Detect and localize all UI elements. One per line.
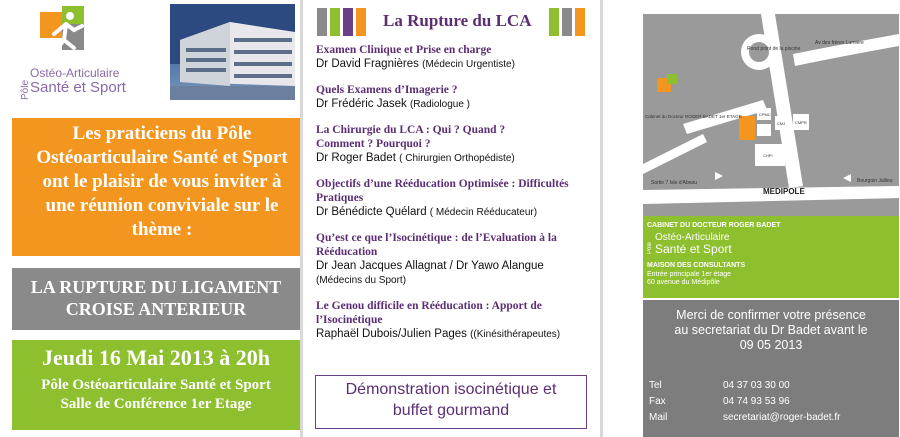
map-bourgoin-label: Bourgoin Jallieu xyxy=(857,178,893,184)
mail-value[interactable]: secretariat@roger-badet.fr xyxy=(723,412,841,423)
talk-speaker: Dr Jean Jacques Allagnat / Dr Yawo Alangue xyxy=(316,260,544,272)
program-title-bar xyxy=(317,6,587,36)
cabinet-line2: Santé et Sport xyxy=(655,242,732,256)
access-map xyxy=(643,14,899,216)
stripe-orange-right xyxy=(575,8,585,36)
tel-value: 04 37 03 30 00 xyxy=(723,380,790,391)
talk-speaker: Dr David Fragnières xyxy=(316,58,419,70)
talk-role-line xyxy=(316,273,600,288)
talk-role: (Radiologue ) xyxy=(409,99,470,110)
confirm-line3: 09 05 2013 xyxy=(739,338,803,352)
talk-title: Quels Examens d’Imagerie ? xyxy=(316,84,458,96)
logo-line2: Santé et Sport xyxy=(30,79,126,96)
talk-item xyxy=(316,123,600,166)
cabinet-marker xyxy=(739,116,755,140)
cabinet-title: CABINET DU DOCTEUR ROGER BADET xyxy=(647,222,781,229)
cabinet-address1: Entrée principale 1er étage xyxy=(647,271,732,278)
cabinet-address2: 60 avenue du Médipôle xyxy=(647,279,720,286)
demo-box xyxy=(315,375,587,429)
map-cmj-label: CMJ xyxy=(777,121,786,126)
talk-speaker-line xyxy=(316,97,600,112)
program-title: La Rupture du LCA xyxy=(383,11,532,30)
invitation-box xyxy=(12,118,300,256)
stripe-grey-right xyxy=(562,8,572,36)
talk-item xyxy=(316,299,600,342)
stripe-green-right xyxy=(549,8,559,36)
pole-logo xyxy=(20,6,130,101)
left-panel xyxy=(0,0,300,437)
talk-role: ((Kinésithérapeutes) xyxy=(470,329,561,340)
talk-speaker-line xyxy=(316,151,600,166)
stripe-purple xyxy=(343,8,353,36)
event-box xyxy=(12,340,300,430)
map-drawing xyxy=(643,14,899,216)
talk-item xyxy=(316,231,600,288)
talk-speaker-line xyxy=(316,259,600,273)
talk-title: Le Genou difficile en Rééducation : Apport de l’Isocinétique xyxy=(316,300,542,326)
stripe-green xyxy=(330,8,340,36)
cabinet-pole: Pôle xyxy=(647,241,653,254)
confirm-line2: au secretariat du Dr Badet avant le xyxy=(674,323,868,337)
demo-line2: buffet gourmand xyxy=(392,402,510,419)
talk-speaker-line xyxy=(316,205,600,220)
invitation-text: Les praticiens du Pôle Ostéoarticulaire Santé et Sport ont le plaisir de vous inviter à une réunion conviviale sur le thème : xyxy=(36,123,288,240)
talk-title: Qu’est ce que l’Isocinétique : de l’Evaluation à la Rééducation xyxy=(316,232,557,258)
logo-pole: Pôle xyxy=(20,79,31,100)
talk-speaker-line xyxy=(316,57,600,72)
event-date: Jeudi 16 Mai 2013 à 20h xyxy=(42,345,270,370)
topic-box xyxy=(12,268,300,330)
talk-role: ( Médecin Rééducateur) xyxy=(429,207,538,218)
talk-speaker: Dr Bénédicte Quélard xyxy=(316,206,427,218)
building-photo xyxy=(170,4,295,100)
fax-label: Fax xyxy=(649,396,666,407)
map-cmpr-label: CMPR xyxy=(795,120,807,125)
event-location-line1: Pôle Ostéoarticulaire Santé et Sport xyxy=(41,377,271,393)
event-location-line2: Salle de Conférence 1er Etage xyxy=(60,396,252,412)
map-cabinet-label: Cabinet du Docteur ROGER BADET 1er ETAGE xyxy=(645,114,742,119)
mail-label: Mail xyxy=(649,412,668,423)
talk-item xyxy=(316,83,600,112)
talk-role: (Médecin Urgentiste) xyxy=(422,59,515,70)
talk-item xyxy=(316,43,600,72)
fax-value: 04 74 93 53 96 xyxy=(723,396,790,407)
cabinet-card xyxy=(643,216,899,298)
map-avenue-label: Av des frères Lumière xyxy=(815,40,864,46)
confirm-line1: Merci de confirmer votre présence xyxy=(676,308,866,322)
middle-panel xyxy=(303,0,600,437)
confirm-text xyxy=(643,300,899,353)
map-medipole-label: MEDIPOLE xyxy=(763,187,805,196)
talk-role: ( Chirurgien Orthopédiste) xyxy=(399,153,515,164)
topic-line1: LA RUPTURE DU LIGAMENT xyxy=(30,277,282,297)
talk-title: Examen Clinique et Prise en charge xyxy=(316,44,492,56)
cabinet-line1: Ostéo-Articulaire xyxy=(655,232,730,243)
logo-line1: Ostéo-Articulaire xyxy=(30,66,120,80)
contact-card xyxy=(643,300,899,437)
map-sortie-label: Sortie 7 Isle d'Abeau xyxy=(651,180,697,186)
demo-line1: Démonstration isocinétique et xyxy=(345,381,557,398)
building-illustration xyxy=(170,4,295,100)
map-chpi-label: CHPI xyxy=(763,153,773,158)
talk-title: La Chirurgie du LCA : Qui ? Quand ? Comment ? Pourquoi ? xyxy=(316,124,506,150)
right-panel xyxy=(603,0,900,437)
talk-speaker-line xyxy=(316,327,600,342)
talk-title: Objectifs d’une Rééducation Optimisée : Difficultés Pratiques xyxy=(316,178,569,204)
talk-speaker: Raphaël Dubois/Julien Pages xyxy=(316,328,467,340)
talk-speaker: Dr Roger Badet xyxy=(316,152,396,164)
talk-speaker: Dr Frédéric Jasek xyxy=(316,98,407,110)
talk-role: (Médecins du Sport) xyxy=(316,275,407,286)
map-rondpoint-label: Rond point de la piscine xyxy=(747,46,801,52)
stripe-grey xyxy=(317,8,327,36)
tel-label: Tel xyxy=(649,380,662,391)
talk-item xyxy=(316,177,600,220)
cabinet-maison: MAISON DES CONSULTANTS xyxy=(647,262,746,269)
runner-logo-icon xyxy=(40,6,92,58)
topic-line2: CROISE ANTERIEUR xyxy=(65,299,247,319)
map-cpmc-label: CPMC xyxy=(759,112,771,117)
talk-list xyxy=(316,43,600,353)
stripe-orange xyxy=(356,8,366,36)
